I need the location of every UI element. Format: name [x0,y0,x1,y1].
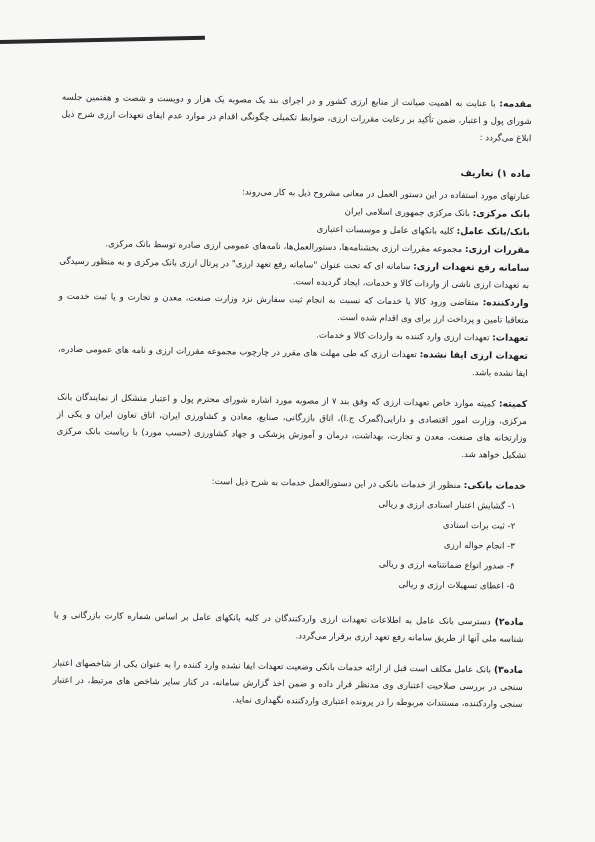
intro-paragraph [61,89,532,148]
article3-paragraph [52,655,523,714]
article3-text: بانک عامل مکلف است قبل از ارائه خدمات بانکی وضعیت تعهدات ایفا نشده وارد کننده را به عنوان یکی از شاخصهای اعتبار سنجی در بررسی صلاحیت اعتباری وی مدنظر قرار داده و ضمن اخذ گزارش سامانه، در کنار سایر شاخص های مرتبط، در اعتبار سنجی واردکننده، مستندات مربوطه را در پرونده اعتباری واردکننده نگهداری نماید. [52,658,523,710]
list-item: ۴- صدور انواع ضمانتنامه ارزی و ریالی [378,559,515,572]
definition-text: تعهدات ارزی که طی مهلت های مقرر در چارچوب مجموعه مقررات ارزی و نامه های عمومی صادره، ایفا نشده باشد. [57,344,528,379]
intro-text: با عنایت به اهمیت صیانت از منابع ارزی کشور و در اجرای بند یک مصوبه یک هزار و دویست و شصت و هفتمین جلسه شورای پول و اعتبار، ضمن تأکید بر رعایت مقررات ارزی، ضوابط تکمیلی چگونگی اقدام در موارد عدم ایفای تعهدات ارزی شرح ذیل ابلاغ می‌گردد : [61,92,532,144]
definition-text: تعهدات ارزی وارد کننده به واردات کالا و خدمات. [316,330,490,344]
scan-edge-bar [0,36,205,44]
definition-text: مجموعه مقررات ارزی بخشنامه‌ها، دستورالعمل‌ها، نامه‌های عمومی ارزی صادره توسط بانک مرکزی. [105,239,463,255]
article3-term: ماده۳) [493,664,524,676]
document-page [52,89,532,714]
definition-term: تعهدات: [492,332,529,344]
definition-term: تعهدات ارزی ایفا نشده: [419,349,529,362]
definition-text: بانک مرکزی جمهوری اسلامی ایران [344,207,470,220]
definition-text: سامانه ای که تحت عنوان "سامانه رفع تعهد ارزی" در پرتال ارزی بانک مرکزی و به منظور رسیدگی به تعهدات ارزی ناشی از واردات کالا و خدمات، ایجاد گردیده است. [59,256,530,291]
definition-text: متقاضی ورود کالا یا خدمات که نسبت به انجام ثبت سفارش نزد وزارت صنعت، معدن و تجارت و یا ثبت خدمت و متعاقبا تامین و پرداخت ارز برای وی اقدام شده است. [58,291,529,326]
committee-term: کمیته: [498,398,528,410]
definition-term: بانک/بانک عامل: [456,225,530,238]
banking-services-text: منظور از خدمات بانکی در این دستورالعمل خدمات به شرح ذیل است: [211,477,462,491]
definition-unfulfilled-commitments [58,341,528,383]
article1-title: ماده ۱) تعاریف [460,167,531,180]
list-item: ۲- ثبت برات اسنادی [442,520,516,532]
banking-services-term: خدمات بانکی: [463,479,526,492]
article2-text: دسترسی بانک عامل به اطلاعات تعهدات ارزی واردکنندگان در کلیه بانکهای عامل بر اساس شماره کارت بازرگانی و یا شناسه ملی آنها از طریق سامانه رفع تعهد ارزی برقرار می‌گردد. [53,610,524,645]
article2-term: ماده۲) [494,616,524,628]
committee-paragraph [56,389,527,465]
definition-term: سامانه رفع تعهدات ارزی: [413,261,530,274]
article2-paragraph [53,607,523,649]
list-item: ۳- انجام حواله ارزی [443,540,515,552]
list-item: ۱- گشایش اعتبار اسنادی ارزی و ریالی [378,499,516,512]
definition-term: مقررات ارزی: [464,243,530,256]
committee-text: کمیته موارد خاص تعهدات ارزی که وفق بند ۷ از مصوبه مورد اشاره شورای محترم پول و اعتبار متشکل از نمایندگان بانک مرکزی، وزارت امور اقتصادی و دارایی(گمرک ج.ا)، اتاق بازرگانی، صنایع، معادن و کشاورزی ایران، اتاق تعاون ایران و یکی از وزارتخانه های صنعت، معدن و تجارت، بهداشت، درمان و آموزش پزشکی و جهاد کشاورزی (حسب مورد) با ریاست بانک مرکزی تشکیل خواهد شد. [56,392,527,461]
definition-term: بانک مرکزی: [472,208,531,220]
definition-term: واردکننده: [482,297,529,309]
list-item: ۵- اعطای تسهیلات ارزی و ریالی [398,579,515,592]
definition-text: کلیه بانکهای عامل و موسسات اعتباری [316,224,454,237]
intro-label: مقدمه: [499,98,532,110]
article1-lead: عبارتهای مورد استفاده در این دستور العمل در معانی مشروح ذیل به کار می‌روند: [241,187,531,202]
banking-services-list [54,492,525,596]
